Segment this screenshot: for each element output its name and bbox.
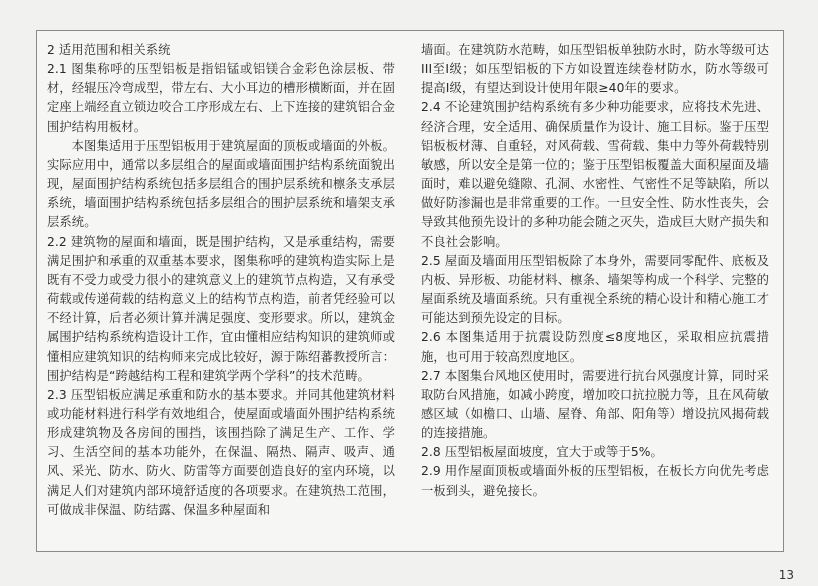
paragraph-2-1-cont: 本图集适用于压型铝板用于建筑屋面的顶板或墙面的外板。实际应用中，通常以多层组合的屋面或墙面围护结构系统面貌出现，屋面围护结构系统包括多层组合的围护层系统和檩条支承层系统，墙面围护结构系统包括多层组合的围护层系统和墙架支承层系统。	[47, 138, 395, 230]
paragraph-2-9: 2.9 用作屋面顶板或墙面外板的压型铝板，在板长方向优先考虑一板到头，避免接长。	[421, 464, 769, 498]
page-number: 13	[778, 568, 794, 582]
paragraph-2-7: 2.7 本图集台风地区使用时，需要进行抗台风强度计算，同时采取防台风措施，如减小跨度，增加咬口抗拉脱力等，且在风荷敏感区域（如檐口、山墙、屋脊、角部、阳角等）增设抗风揭荷载的连接措施。	[421, 368, 769, 441]
paragraph-2-2: 2.2 建筑物的屋面和墙面，既是围护结构，又是承重结构，需要满足围护和承重的双重基本要求，图集称呼的建筑构造实际上是既有不受力或受力很小的建筑意义上的建筑节点构造，又有承受荷载或传递荷载的结构意义上的结构节点构造，前者凭经验可以不经计算，后者必须计算并满足强度、变形要求。所以，建筑金属围护结构系统构造设计工作，宜由懂相应结构知识的建筑师或懂相应建筑知识的结构师来完成比较好，源于陈绍蕃教授所言：围护结构是“跨越结构工程和建筑学两个学科”的技术范畴。	[47, 234, 395, 383]
paragraph-2-1: 2.1 图集称呼的压型铝板是指铝锰或铝镁合金彩色涂层板、带材，经辊压冷弯成型，带左右、大小耳边的槽形横断面，并在固定座上端经直立锁边咬合工序形成左右、上下连接的建筑铝合金围护结构用板材。	[47, 62, 395, 134]
left-column	[47, 41, 395, 520]
paragraph-2-8: 2.8 压型铝板屋面坡度，宜大于或等于5%。	[421, 445, 663, 460]
paragraph-2-3-cont: 墙面。在建筑防水范畴，如压型铝板单独防水时，防水等级可达III至Ⅰ级；如压型铝板的下方如设置连续卷材防水，防水等级可提高Ⅰ级，有望达到设计使用年限≥40年的要求。	[421, 43, 769, 96]
right-column	[421, 41, 769, 501]
paragraph-2-3: 2.3 压型铝板应满足承重和防水的基本要求。并同其他建筑材料或功能材料进行科学有效地组合，使屋面或墙面外围护结构系统形成建筑物及各房间的围挡，该围挡除了满足生产、工作、学习、生活空间的基本功能外，在保温、隔热、隔声、吸声、通风、采光、防水、防火、防雷等方面要创造良好的室内环境，以满足人们对建筑内部环境舒适度的各项要求。在建筑热工范围，可做成非保温、防结露、保温多种屋面和	[47, 387, 395, 517]
section-heading: 2 适用范围和相关系统	[47, 43, 171, 57]
page-frame	[36, 30, 784, 552]
paragraph-2-5: 2.5 屋面及墙面用压型铝板除了本身外，需要同零配件、底板及内板、异形板、功能材料、檩条、墙架等构成一个科学、完整的屋面系统及墙面系统。只有重视全系统的精心设计和精心施工才可能达到预先设定的目标。	[421, 253, 769, 326]
paragraph-2-6: 2.6 本图集适用于抗震设防烈度≤8度地区，采取相应抗震措施，也可用于较高烈度地区。	[421, 330, 769, 364]
paragraph-2-4: 2.4 不论建筑围护结构系统有多少种功能要求，应将技术先进、经济合理，安全适用、确保质量作为设计、施工目标。鉴于压型铝板板材薄、自重轻，对风荷载、雪荷载、集中力等外荷载特别敏感，所以安全是第一位的；鉴于压型铝板覆盖大面积屋面及墙面时，难以避免缝隙、孔洞、水密性、气密性不足等缺陷，所以做好防渗漏也是非常重要的工作。一旦安全性、防水性丧失，会导致其他预先设计的多种功能会随之灭失，造成巨大财产损失和不良社会影响。	[421, 100, 769, 249]
